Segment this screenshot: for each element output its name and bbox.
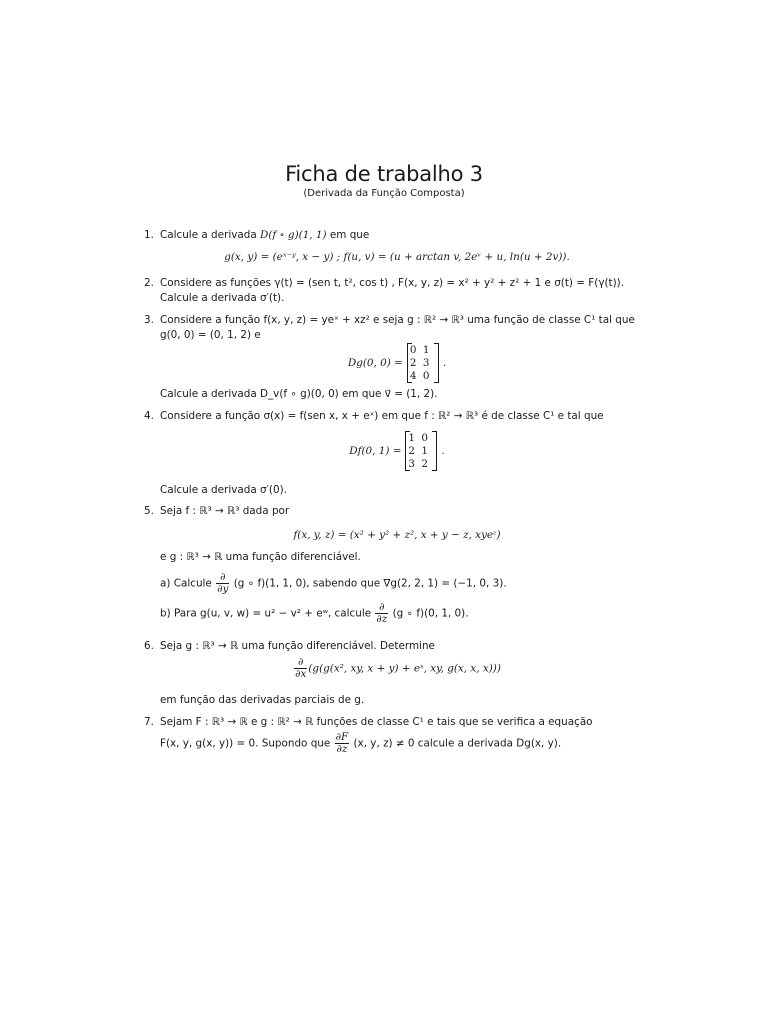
matrix-cell: 0 [421,432,429,444]
exercise-text: e g : ℝ³ → ℝ uma função diferenciável. [160,551,361,563]
equation-body: (g(g(x², xy, x + y) + eˣ, xy, g(x, x, x))) [308,662,501,675]
exercise-number: 2. [144,277,154,289]
matrix-lhs: Dg(0, 0) = [347,356,403,369]
exercise-number: 5. [144,505,154,517]
fraction-denominator: ∂z [376,613,388,625]
matrix-cell: 1 [408,432,416,444]
matrix-cell: 0 [409,344,417,356]
part-a [160,572,507,595]
partial-derivative [294,657,307,680]
exercise-5 [144,504,650,625]
part-b [160,602,469,625]
exercise-text: em que [329,229,370,241]
matrix-cell: 1 [421,445,429,457]
exercise-7 [144,715,650,755]
fraction-denominator: ∂x [295,668,307,680]
exercise-text: em função das derivadas parciais de g. [160,694,365,706]
partial-derivative [335,732,350,755]
exercise-number: 7. [144,716,154,728]
exercise-text: Calcule a derivada σ′(t). [160,292,285,304]
fraction-numerator: ∂ [294,657,307,669]
exercise-text: Considere a função f(x, y, z) = yeˣ + xz² e seja g : ℝ² → ℝ³ uma função de classe C¹ tal que [160,314,635,326]
exercise-6 [144,639,650,706]
matrix-equation: Dg(0, 0) = 0 1 2 3 4 0 . [347,344,447,382]
fraction-numerator: ∂ [216,572,229,584]
matrix-cell: 4 [409,370,417,382]
exercise-text: Calcule a derivada [160,229,257,241]
exercise-number: 4. [144,410,154,422]
matrix-cell: 3 [408,458,416,470]
exercise-expression: D(f ∘ g)(1, 1) [260,229,327,241]
exercise-text: F(x, y, g(x, y)) = 0. Supondo que [160,737,331,750]
exercise-text: Considere a função σ(x) = f(sen x, x + eˣ) em que f : ℝ² → ℝ³ é de classe C¹ e tal que [160,410,604,422]
part-text: (g ∘ f)(1, 1, 0), sabendo que ∇g(2, 2, 1) = (−1, 0, 3). [233,577,507,590]
partial-derivative [216,572,229,595]
exercise-2 [144,276,650,306]
fraction-numerator: ∂F [335,731,349,743]
matrix-cell: 0 [422,370,430,382]
fraction-numerator: ∂ [375,602,388,614]
matrix-equation: Df(0, 1) = 1 0 2 1 3 2 . [349,432,445,470]
exercise-4 [144,409,650,496]
fraction-denominator: ∂y [217,583,229,595]
matrix-cell: 2 [421,458,429,470]
exercise-3 [144,313,650,400]
part-label: a) Calcule [160,577,212,590]
fraction-denominator: ∂z [336,743,348,755]
partial-derivative [375,602,388,625]
exercise-text: Calcule a derivada σ′(0). [160,484,287,496]
exercise-number: 1. [144,229,154,241]
exercise-number: 6. [144,640,154,652]
exercise-number: 3. [144,314,154,326]
matrix [405,431,437,471]
exercise-text: Seja g : ℝ³ → ℝ uma função diferenciável. Determine [160,640,435,652]
display-equation: g(x, y) = (eˣ⁻ʸ, x − y) ; f(u, v) = (u + arctan v, 2eᵛ + u, ln(u + 2v)). [224,251,570,263]
matrix-lhs: Df(0, 1) = [349,444,402,457]
exercise-text: Seja f : ℝ³ → ℝ³ dada por [160,505,290,517]
exercise-text: Sejam F : ℝ³ → ℝ e g : ℝ² → ℝ funções de classe C¹ e tais que se verifica a equação [160,716,593,728]
page-title: Ficha de trabalho 3 [285,162,483,186]
display-equation: f(x, y, z) = (x² + y² + z², x + y − z, xyeᶻ) [293,529,501,541]
exercise-text: g(0, 0) = (0, 1, 2) e [160,329,261,341]
matrix-cell: 2 [408,445,416,457]
exercise-text: (x, y, z) ≠ 0 calcule a derivada Dg(x, y). [353,737,562,750]
matrix-cell: 1 [422,344,430,356]
exercise-1 [144,228,650,263]
part-text: (g ∘ f)(0, 1, 0). [392,607,469,620]
matrix [407,343,439,383]
part-label: b) Para g(u, v, w) = u² − v² + eʷ, calcule [160,607,372,620]
exercise-text: Considere as funções γ(t) = (sen t, t², cos t) , F(x, y, z) = x² + y² + z² + 1 e σ(t) = F(γ(t)). [160,277,625,289]
display-equation [144,657,650,680]
page-subtitle: (Derivada da Função Composta) [303,188,465,199]
matrix-cell: 3 [422,357,430,369]
matrix-cell: 2 [409,357,417,369]
exercise-text: Calcule a derivada D_v(f ∘ g)(0, 0) em que v⃗ = (1, 2). [160,388,438,400]
